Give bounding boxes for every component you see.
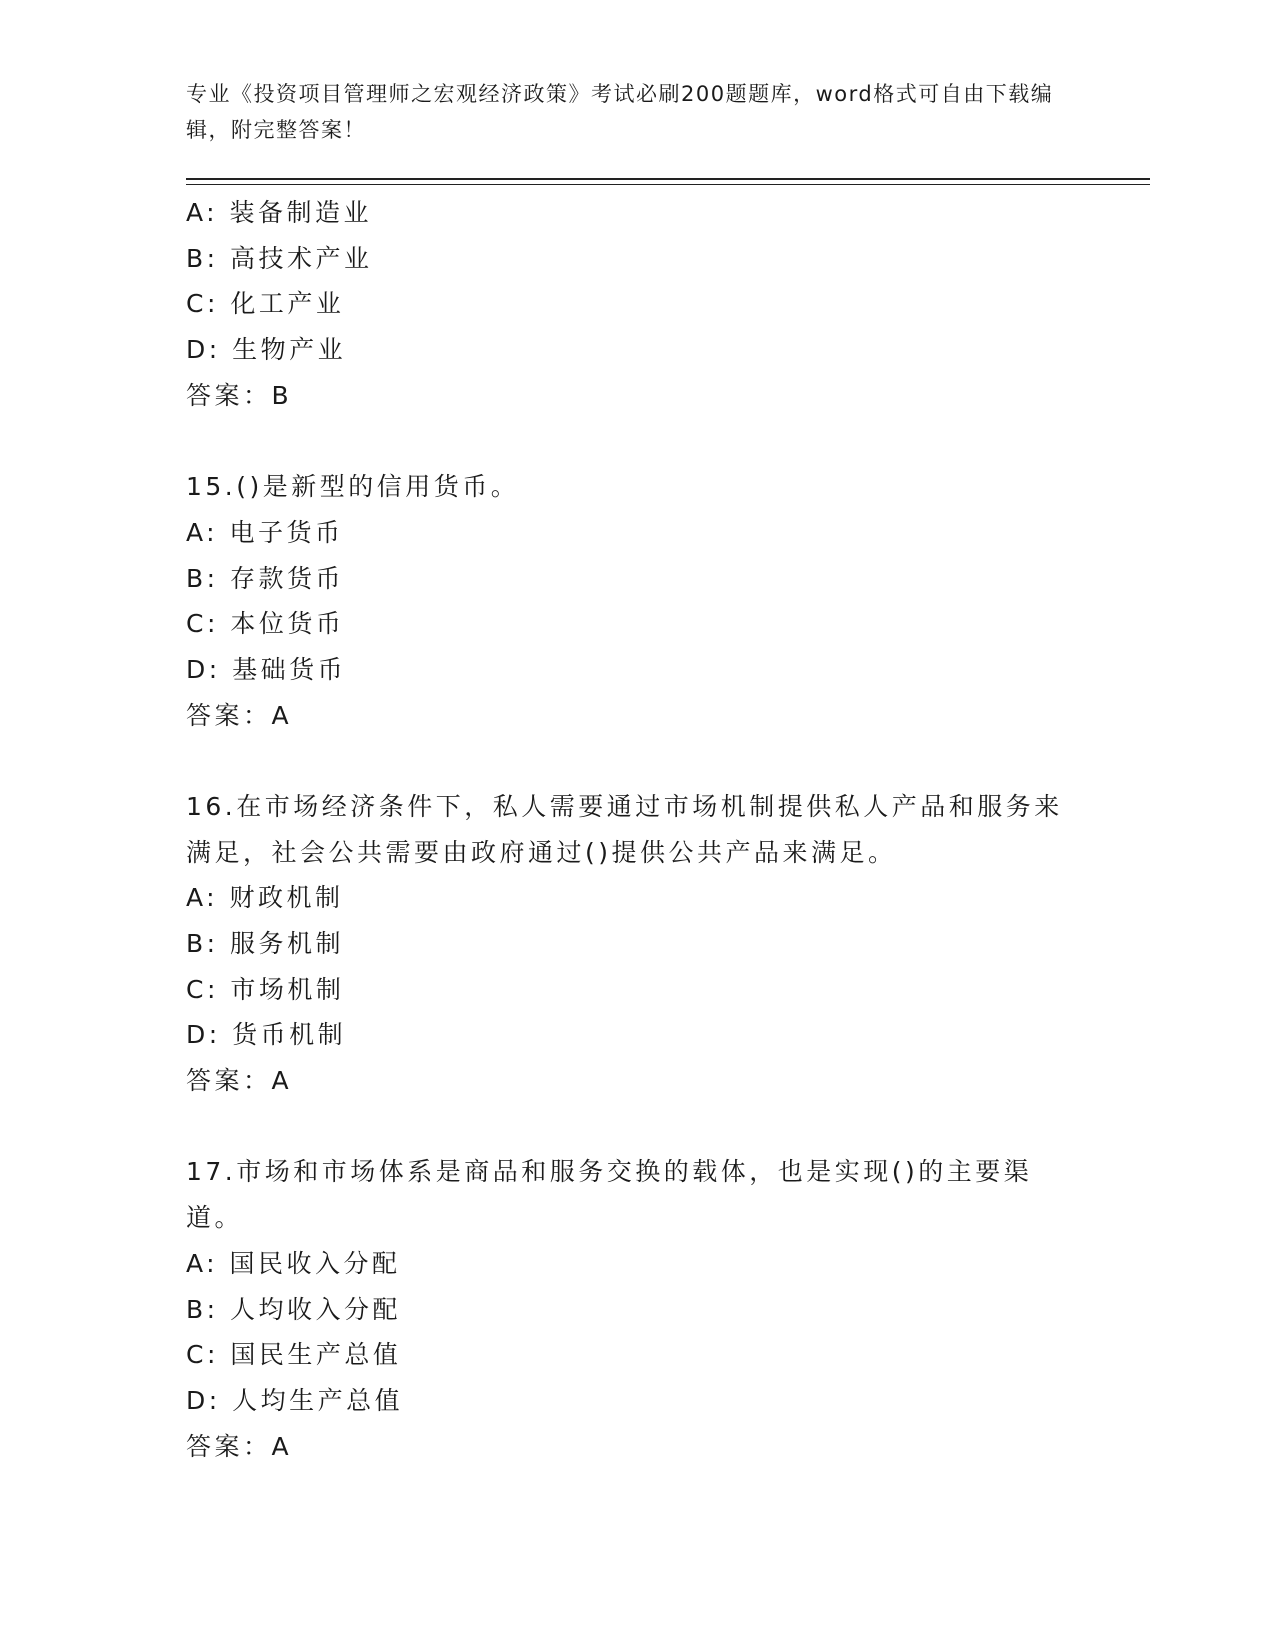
answer-line: 答案：A: [186, 1066, 293, 1096]
question-14-partial: [186, 190, 1086, 418]
option-c: C: 市场机制: [186, 974, 345, 1004]
question-15: [186, 464, 1086, 738]
document-header: 专业《投资项目管理师之宏观经济政策》考试必刷200题题库，word格式可自由下载编辑，附完整答案！: [186, 82, 1054, 142]
header-rule-thick: [186, 178, 1150, 180]
option-d: D: 生物产业: [186, 335, 347, 365]
option-b: B: 高技术产业: [186, 243, 373, 273]
header-rule-thin: [186, 184, 1150, 185]
question-stem: 17.市场和市场体系是商品和服务交换的载体，也是实现()的主要渠道。: [186, 1157, 1033, 1233]
question-list: [186, 190, 1086, 1469]
answer-line: 答案：B: [186, 380, 293, 410]
option-d: D: 人均生产总值: [186, 1385, 404, 1415]
option-b: B: 人均收入分配: [186, 1294, 402, 1324]
question-16: [186, 784, 1086, 1104]
option-a: A: 财政机制: [186, 883, 344, 913]
option-c: C: 国民生产总值: [186, 1340, 402, 1370]
question-stem: 15.()是新型的信用货币。: [186, 472, 520, 502]
option-c: C: 化工产业: [186, 289, 345, 319]
option-d: D: 基础货币: [186, 654, 347, 684]
option-c: C: 本位货币: [186, 609, 345, 639]
answer-line: 答案：A: [186, 1431, 293, 1461]
option-b: B: 服务机制: [186, 929, 345, 959]
option-d: D: 货币机制: [186, 1020, 347, 1050]
option-a: A: 国民收入分配: [186, 1248, 401, 1278]
question-17: [186, 1149, 1086, 1469]
option-a: A: 电子货币: [186, 517, 344, 547]
answer-line: 答案：A: [186, 700, 293, 730]
question-stem: 16.在市场经济条件下，私人需要通过市场机制提供私人产品和服务来满足，社会公共需要由政府通过()提供公共产品来满足。: [186, 791, 1063, 867]
option-b: B: 存款货币: [186, 563, 345, 593]
option-a: A: 装备制造业: [186, 198, 373, 227]
